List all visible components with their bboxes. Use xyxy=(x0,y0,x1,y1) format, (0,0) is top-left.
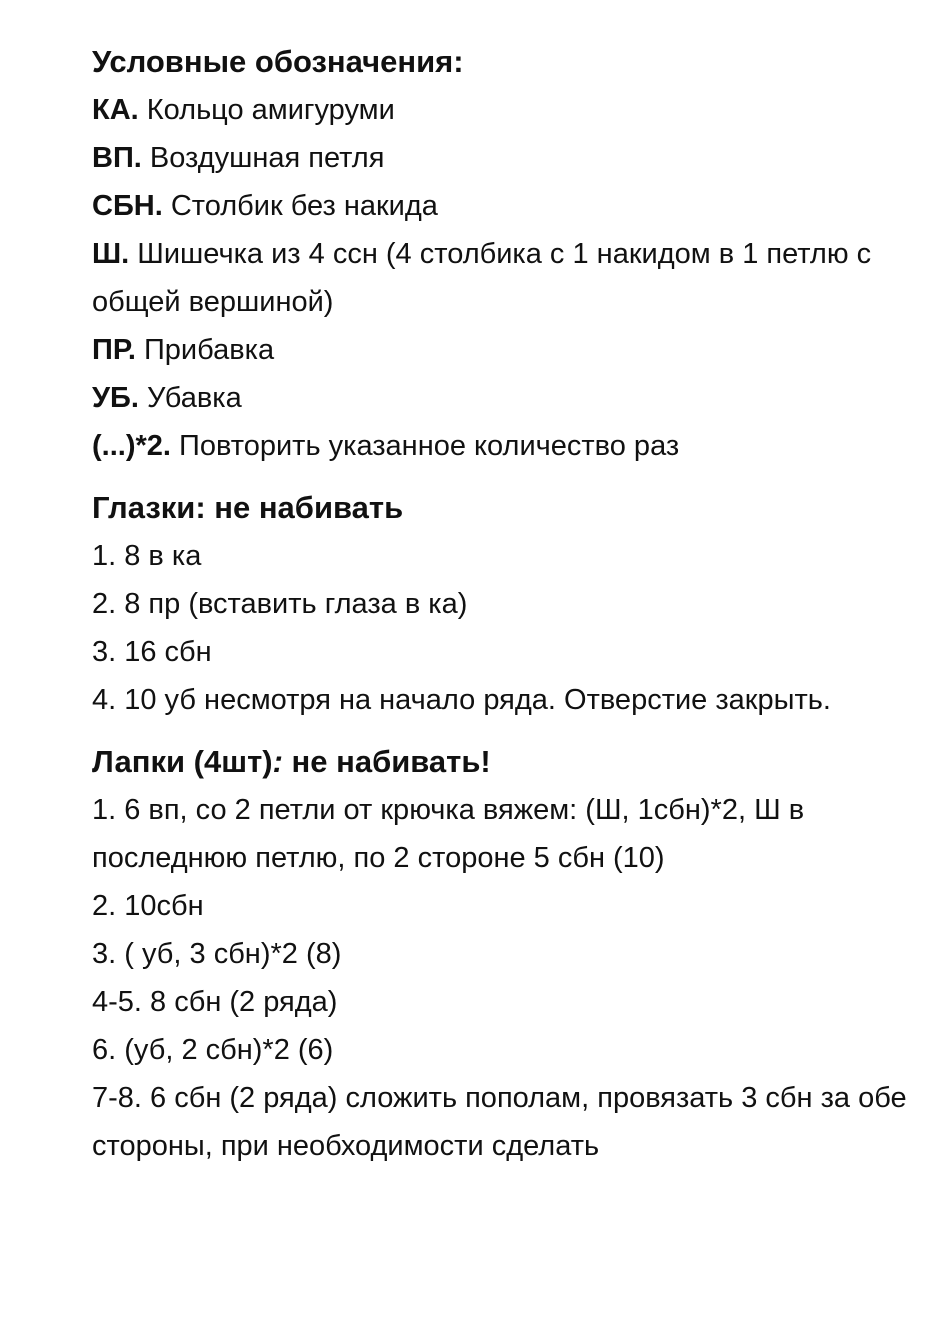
eyes-row: 1. 8 в ка xyxy=(92,540,202,572)
legend-text: Шишечка из 4 ссн (4 столбика с 1 накидом в 1 петлю с общей вершиной) xyxy=(92,238,872,318)
paws-title xyxy=(92,738,912,786)
legend-term: Ш. xyxy=(92,238,130,270)
legend-item-sbn xyxy=(92,182,912,230)
eyes-title: Глазки: не набивать xyxy=(92,490,404,525)
legend-item-sh xyxy=(92,230,912,326)
legend-term: СБН. xyxy=(92,190,163,222)
eyes-section xyxy=(92,484,912,724)
paws-title-main: Лапки (4шт) xyxy=(92,744,273,779)
paws-row: 1. 6 вп, со 2 петли от крючка вяжем: (Ш, 1сбн)*2, Ш в последнюю петлю, по 2 стороне 5 сбн (10) xyxy=(92,794,805,874)
paws-title-rest: не набивать! xyxy=(282,744,491,779)
eyes-row: 2. 8 пр (вставить глаза в ка) xyxy=(92,588,468,620)
legend-text: Столбик без накида xyxy=(162,190,438,222)
legend-section xyxy=(92,38,912,470)
legend-text: Кольцо амигуруми xyxy=(138,94,395,126)
legend-text: Воздушная петля xyxy=(141,142,385,174)
eyes-row: 4. 10 уб несмотря на начало ряда. Отверстие закрыть. xyxy=(92,684,831,716)
document-page xyxy=(92,38,912,1170)
paws-row: 3. ( уб, 3 сбн)*2 (8) xyxy=(92,938,342,970)
paws-row: 7-8. 6 сбн (2 ряда) сложить пополам, провязать 3 сбн за обе стороны, при необходимости сделать xyxy=(92,1082,907,1162)
legend-text: Повторить указанное количество раз xyxy=(170,430,680,462)
legend-item-vp xyxy=(92,134,912,182)
legend-title: Условные обозначения: xyxy=(92,44,464,79)
legend-item-ka xyxy=(92,86,912,134)
legend-term: КА. xyxy=(92,94,139,126)
legend-text: Убавка xyxy=(138,382,242,414)
legend-item-repeat xyxy=(92,422,912,470)
legend-item-pr xyxy=(92,326,912,374)
paws-row: 4-5. 8 сбн (2 ряда) xyxy=(92,986,338,1018)
paws-row: 2. 10сбн xyxy=(92,890,204,922)
paws-title-colon: : xyxy=(272,744,283,779)
paws-row: 6. (уб, 2 сбн)*2 (6) xyxy=(92,1034,334,1066)
eyes-row: 3. 16 сбн xyxy=(92,636,212,668)
legend-term: ПР. xyxy=(92,334,136,366)
legend-term: ВП. xyxy=(92,142,142,174)
legend-term: (...)*2. xyxy=(92,430,171,462)
legend-text: Прибавка xyxy=(135,334,275,366)
legend-term: УБ. xyxy=(92,382,139,414)
legend-item-ub xyxy=(92,374,912,422)
paws-section xyxy=(92,738,912,1170)
